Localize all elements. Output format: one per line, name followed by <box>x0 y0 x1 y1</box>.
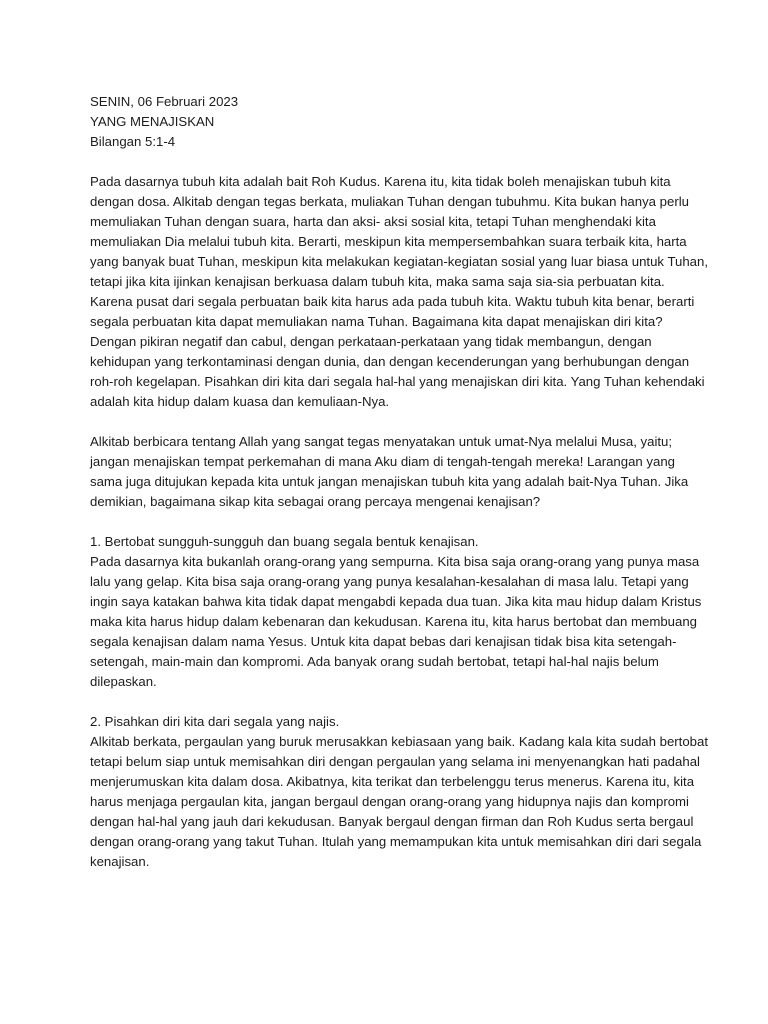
paragraph-line: tetapi belum siap untuk memisahkan diri dengan pergaulan yang selama ini menyenangkan hati padahal <box>90 754 700 769</box>
paragraph-line: sama juga ditujukan kepada kita untuk jangan menajiskan tubuh kita yang adalah bait-Nya Tuhan. Jika <box>90 474 689 489</box>
devotional-title: YANG MENAJISKAN <box>90 114 215 129</box>
paragraph-line: roh-roh kegelapan. Pisahkan diri kita dari segala hal-hal yang menajiskan diri kita. Yang Tuhan kehendaki <box>90 374 705 389</box>
paragraph-line: dengan hal-hal yang jauh dari kekudusan. Banyak bergaul dengan firman dan Roh Kudus serta bergaul <box>90 814 694 829</box>
document-body <box>90 92 709 892</box>
paragraph-line: lalu yang gelap. Kita bisa saja orang-orang yang punya kesalahan-kesalahan di masa lalu. Tetapi yang <box>90 574 689 589</box>
paragraph-line: jangan menajiskan tempat perkemahan di mana Aku diam di tengah-tengah mereka! Larangan yang <box>90 454 676 469</box>
paragraph-line: menjerumuskan kita dalam dosa. Akibatnya, kita terikat dan terbelenggu terus menerus. Karena itu, kita <box>90 774 695 789</box>
paragraph-line: Karena pusat dari segala perbuatan baik kita harus ada pada tubuh kita. Waktu tubuh kita benar, berarti <box>90 294 695 309</box>
paragraph-line: kenajisan. <box>90 854 150 869</box>
paragraph-line: segala kenajisan dalam nama Yesus. Untuk kita dapat bebas dari kenajisan tidak bisa kita setengah- <box>90 634 677 649</box>
paragraph <box>90 432 689 512</box>
scripture-reference: Bilangan 5:1-4 <box>90 134 176 149</box>
paragraph-line: Alkitab berbicara tentang Allah yang sangat tegas menyatakan untuk umat-Nya melalui Musa, yaitu; <box>90 434 673 449</box>
paragraph-line: 2. Pisahkan diri kita dari segala yang najis. <box>90 714 340 729</box>
paragraph-line: Pada dasarnya tubuh kita adalah bait Roh Kudus. Karena itu, kita tidak boleh menajiskan tubuh kita <box>90 174 671 189</box>
paragraph-line: segala perbuatan kita dapat memuliakan nama Tuhan. Bagaimana kita dapat menajiskan diri kita? <box>90 314 663 329</box>
paragraph-line: dengan orang-orang yang takut Tuhan. Itulah yang memampukan kita untuk memisahkan diri dari segala <box>90 834 702 849</box>
paragraph-line: Alkitab berkata, pergaulan yang buruk merusakkan kebiasaan yang baik. Kadang kala kita sudah bertobat <box>90 734 709 749</box>
paragraph <box>90 532 702 692</box>
paragraph-line: dengan dosa. Alkitab dengan tegas berkata, muliakan Tuhan dengan tubuhmu. Kita bukan hanya perlu <box>90 194 690 209</box>
paragraphs-container <box>90 172 709 872</box>
paragraph-line: kehidupan yang terkontaminasi dengan dunia, dan dengan kecenderungan yang berhubungan dengan <box>90 354 690 369</box>
paragraph-line: tetapi jika kita ijinkan kenajisan berkuasa dalam tubuh kita, maka sama saja sia-sia perbuatan kita. <box>90 274 665 289</box>
paragraph-line: ingin saya katakan bahwa kita tidak dapat mengabdi kepada dua tuan. Jika kita mau hidup dalam Kristus <box>90 594 702 609</box>
date-line: SENIN, 06 Februari 2023 <box>90 94 239 109</box>
paragraph-line: harus menjaga pergaulan kita, jangan bergaul dengan orang-orang yang hidupnya najis dan kompromi <box>90 794 689 809</box>
paragraph-line: Pada dasarnya kita bukanlah orang-orang yang sempurna. Kita bisa saja orang-orang yang punya masa <box>90 554 700 569</box>
paragraph-line: demikian, bagaimana sikap kita sebagai orang percaya mengenai kenajisan? <box>90 494 541 509</box>
paragraph <box>90 712 709 872</box>
paragraph-line: yang banyak buat Tuhan, meskipun kita melakukan kegiatan-kegiatan sosial yang luar biasa untuk Tuhan, <box>90 254 709 269</box>
paragraph-line: adalah kita hidup dalam kuasa dan kemuliaan-Nya. <box>90 394 390 409</box>
paragraph-line: 1. Bertobat sungguh-sungguh dan buang segala bentuk kenajisan. <box>90 534 479 549</box>
paragraph <box>90 172 709 412</box>
paragraph-line: dilepaskan. <box>90 674 157 689</box>
paragraph-line: maka kita harus hidup dalam kebenaran dan kekudusan. Karena itu, kita harus bertobat dan membuang <box>90 614 698 629</box>
paragraph-line: memuliakan Tuhan dengan suara, harta dan aksi- aksi sosial kita, tetapi Tuhan menghendaki kita <box>90 214 656 229</box>
paragraph-line: setengah, main-main dan kompromi. Ada banyak orang sudah bertobat, tetapi hal-hal najis belum <box>90 654 659 669</box>
paragraph-line: memuliakan Dia melalui tubuh kita. Berarti, meskipun kita mempersembahkan suara terbaik kita, harta <box>90 234 687 249</box>
paragraph-line: Dengan pikiran negatif dan cabul, dengan perkataan-perkataan yang tidak membangun, dengan <box>90 334 652 349</box>
devotional-header <box>90 92 680 152</box>
